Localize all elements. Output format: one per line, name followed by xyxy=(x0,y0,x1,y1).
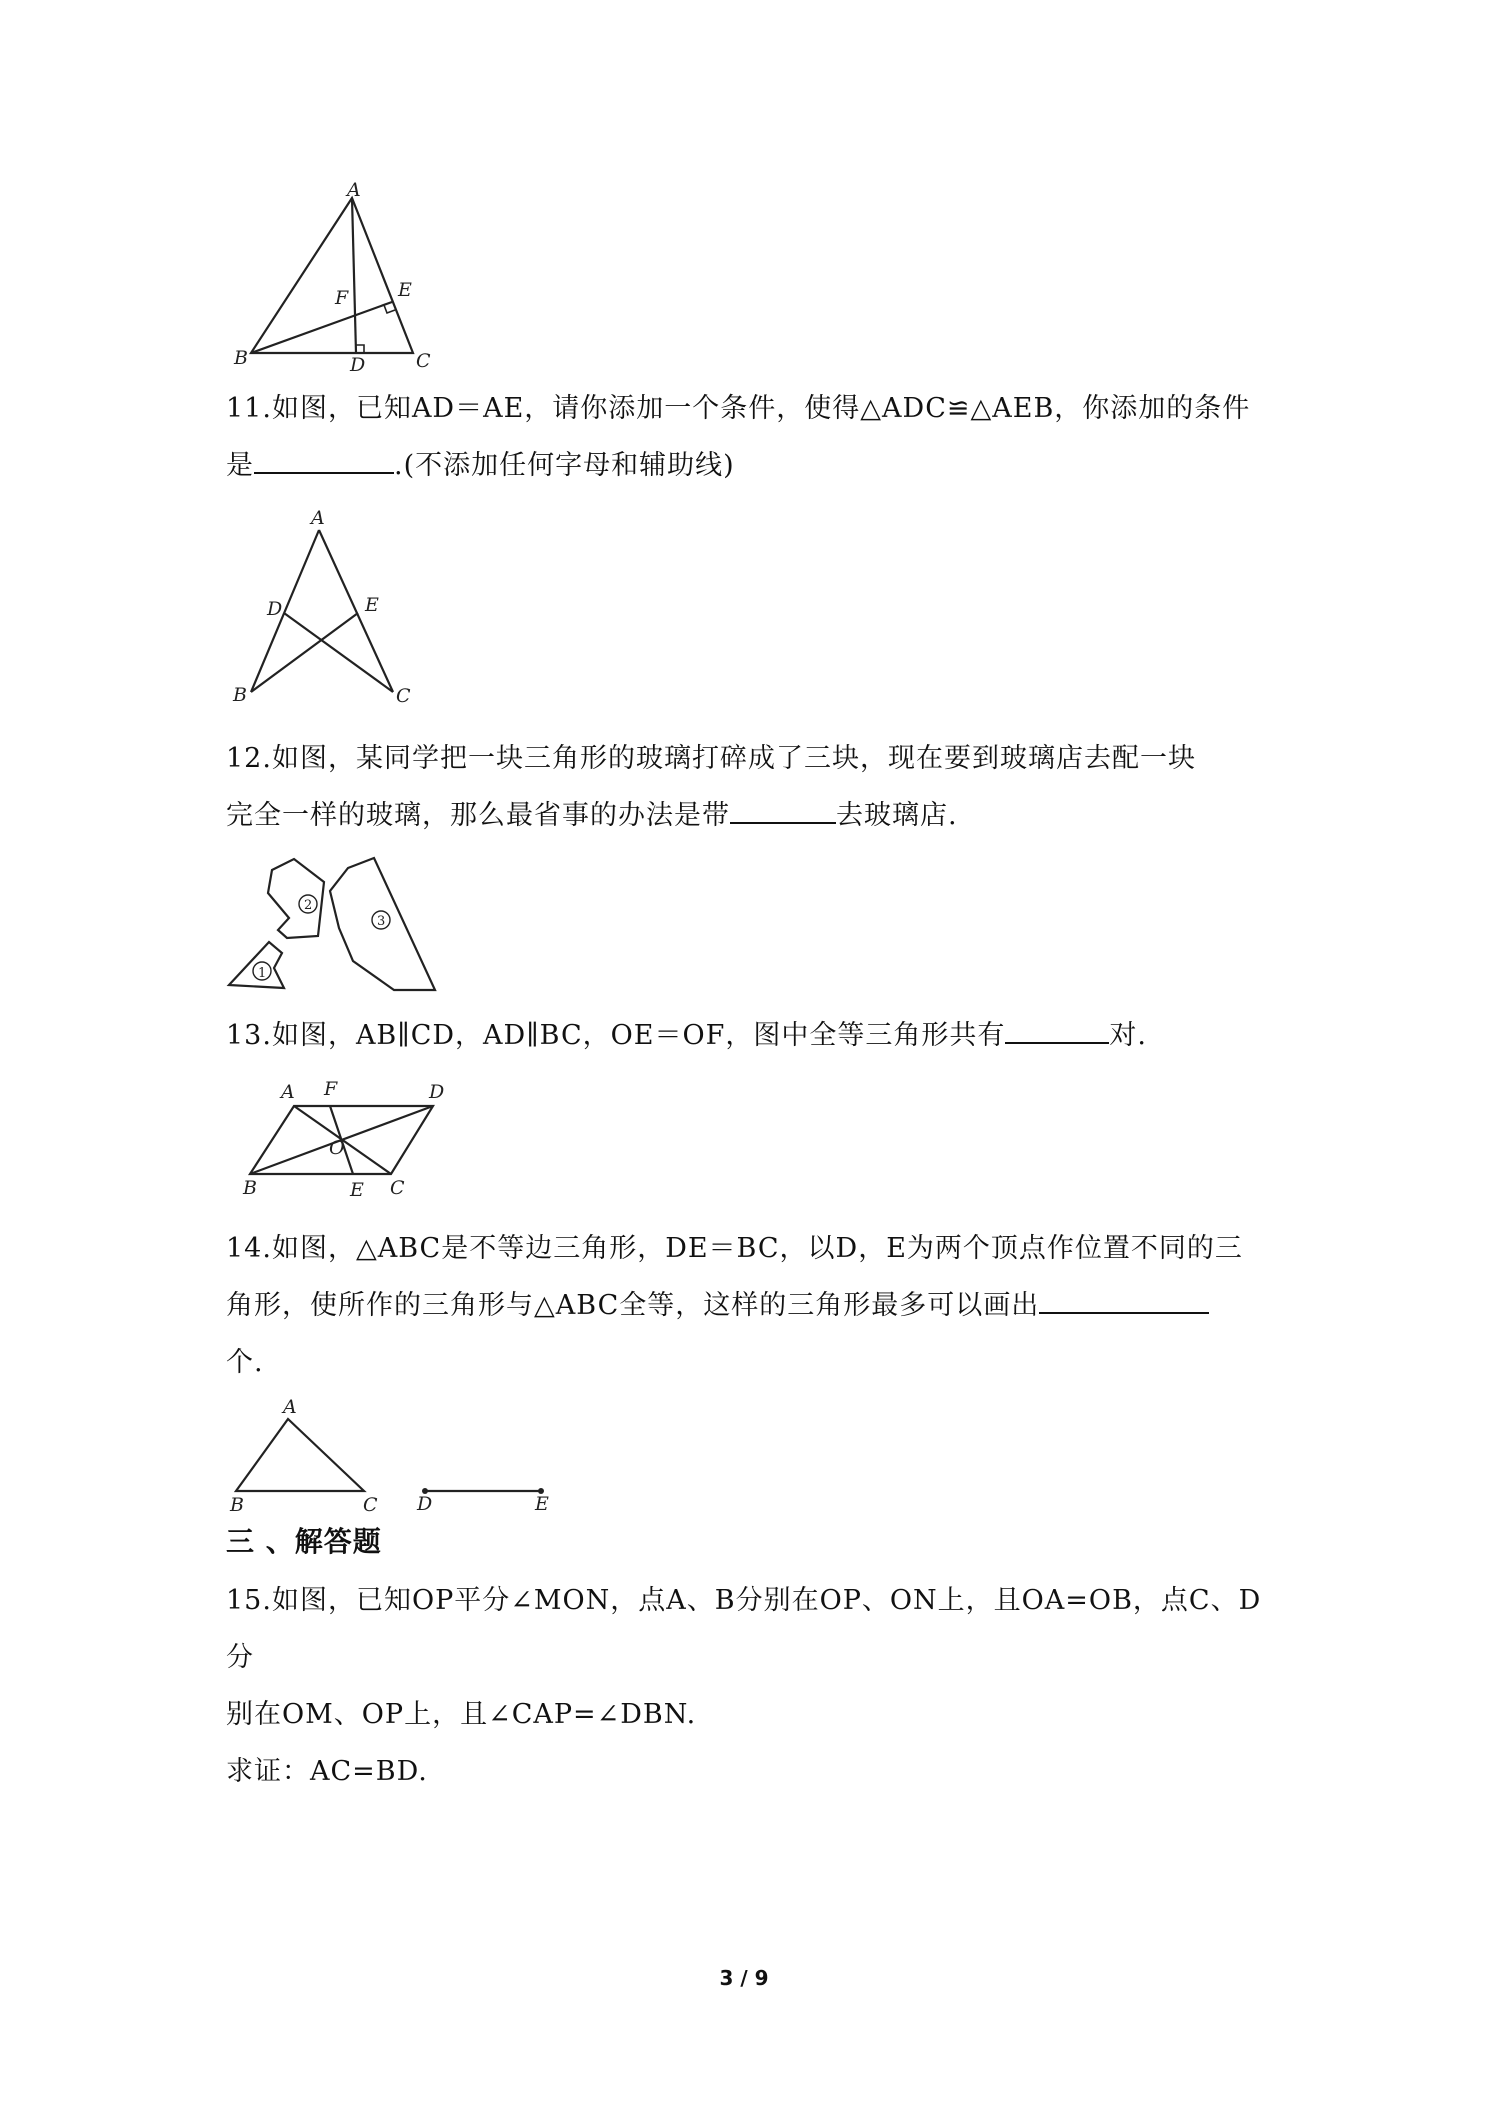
q11-line2 xyxy=(226,437,1266,494)
svg-text:2: 2 xyxy=(304,898,313,913)
q13-line1-pre: 13.如图，AB∥CD，AD∥BC，OE＝OF，图中全等三角形共有 xyxy=(226,1020,1006,1051)
q14-line2 xyxy=(226,1277,1266,1334)
figure-q12-glass-pieces xyxy=(226,858,456,998)
label-c: C xyxy=(416,350,431,372)
q12-line1: 12.如图，某同学把一块三角形的玻璃打碎成了三块，现在要到玻璃店去配一块 xyxy=(226,743,1196,774)
q14-line2-pre: 角形，使所作的三角形与△ABC全等，这样的三角形最多可以画出 xyxy=(226,1290,1040,1321)
label-a: A xyxy=(311,507,325,529)
q12-answer-blank[interactable] xyxy=(730,792,836,824)
label-b: B xyxy=(230,1494,244,1516)
section-title: 三 、解答题 xyxy=(226,1525,382,1558)
q11-line1: 11.如图，已知AD＝AE，请你添加一个条件，使得△ADC≌△AEB，你添加的条件 xyxy=(226,393,1251,424)
q11-line2-post: .(不添加任何字母和辅助线) xyxy=(394,450,735,481)
right-angle-e xyxy=(384,305,395,313)
label-b: B xyxy=(234,347,248,369)
label-d: D xyxy=(429,1081,445,1103)
label-a: A xyxy=(281,1081,295,1103)
q12-line2-pre: 完全一样的玻璃，那么最省事的办法是带 xyxy=(226,800,730,831)
side-ac xyxy=(319,530,393,692)
q13-line1-post: 对. xyxy=(1109,1020,1147,1051)
altitude-be xyxy=(251,302,392,353)
label-d: D xyxy=(417,1493,433,1515)
label-o: O xyxy=(329,1137,345,1159)
figure-q14-triangle-segment xyxy=(226,1396,566,1516)
label-d: D xyxy=(350,354,366,376)
q15-line1: 15.如图，已知OP平分∠MON，点A、B分别在OP、ON上，且OA=OB，点C、D分 xyxy=(226,1585,1262,1673)
triangle-abc xyxy=(251,198,413,353)
label-a: A xyxy=(283,1396,297,1418)
label-f: F xyxy=(335,287,349,309)
question-14 xyxy=(226,1220,1266,1391)
triangle-abc xyxy=(236,1419,364,1491)
right-angle-d xyxy=(356,345,364,353)
q15-line2: 别在OM、OP上，且∠CAP=∠DBN. xyxy=(226,1699,697,1730)
q14-line3: 个. xyxy=(226,1347,264,1378)
label-b: B xyxy=(233,684,247,706)
svg-text:1: 1 xyxy=(258,966,267,981)
label-e: E xyxy=(350,1179,364,1201)
segment-dc xyxy=(284,613,393,692)
figure-q13-parallelogram xyxy=(226,1078,466,1208)
page-number: 3 / 9 xyxy=(719,1966,769,1990)
label-c: C xyxy=(390,1177,405,1199)
question-15 xyxy=(226,1572,1266,1800)
label-c: C xyxy=(396,685,411,707)
label-c: C xyxy=(363,1494,378,1516)
question-11 xyxy=(226,380,1266,494)
label-e: E xyxy=(535,1493,549,1515)
piece-label-1 xyxy=(253,962,271,981)
question-13 xyxy=(226,1007,1266,1064)
q15-line3: 求证：AC=BD. xyxy=(226,1756,428,1787)
label-e: E xyxy=(398,279,412,301)
figure-q11-triangle xyxy=(226,505,426,705)
piece-label-2 xyxy=(299,895,317,913)
q13-answer-blank[interactable] xyxy=(1005,1012,1109,1044)
q12-line2-post: 去玻璃店. xyxy=(836,800,958,831)
question-12 xyxy=(226,730,1266,844)
q13-line1 xyxy=(226,1007,1266,1064)
label-d: D xyxy=(267,598,283,620)
label-f: F xyxy=(324,1078,338,1100)
q12-line2 xyxy=(226,787,1266,844)
label-e: E xyxy=(365,594,379,616)
svg-text:3: 3 xyxy=(377,914,386,929)
q14-line1: 14.如图，△ABC是不等边三角形，DE＝BC，以D，E为两个顶点作位置不同的三 xyxy=(226,1233,1243,1264)
figure-q10-triangle xyxy=(226,179,446,376)
q11-line2-pre: 是 xyxy=(226,450,254,481)
piece-label-3 xyxy=(372,911,390,929)
label-b: B xyxy=(243,1177,257,1199)
q11-answer-blank[interactable] xyxy=(254,442,394,474)
q14-answer-blank[interactable] xyxy=(1039,1282,1209,1314)
altitude-ad xyxy=(352,198,356,353)
label-a: A xyxy=(347,179,361,201)
glass-piece-1 xyxy=(229,942,284,988)
